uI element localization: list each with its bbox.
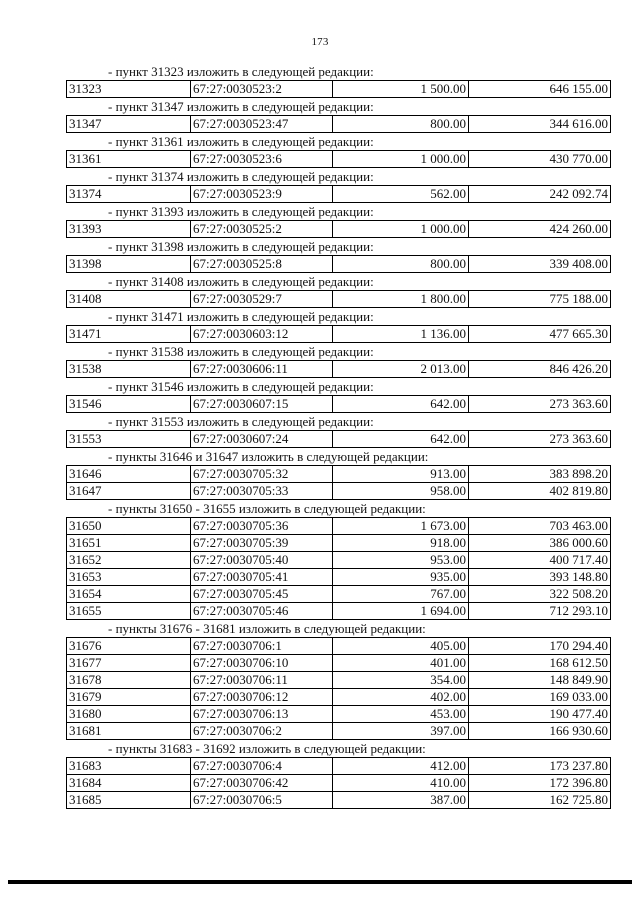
table-row xyxy=(67,569,611,586)
cost-value: 162 725.80 xyxy=(469,792,611,809)
cadastral-number: 67:27:0030525:2 xyxy=(191,221,333,238)
item-number: 31546 xyxy=(67,396,191,413)
cadastral-number: 67:27:0030606:11 xyxy=(191,361,333,378)
item-number: 31684 xyxy=(67,775,191,792)
cost-value: 430 770.00 xyxy=(469,151,611,168)
cost-value: 273 363.60 xyxy=(469,431,611,448)
cadastral-number: 67:27:0030705:45 xyxy=(191,586,333,603)
table-row xyxy=(67,586,611,603)
section-heading: - пункты 31683 - 31692 изложить в следующей редакции: xyxy=(108,741,426,756)
cost-value: 712 293.10 xyxy=(469,603,611,620)
section-heading: - пункт 31471 изложить в следующей редакции: xyxy=(108,309,374,324)
data-table xyxy=(66,395,611,413)
cadastral-number: 67:27:0030523:47 xyxy=(191,116,333,133)
cost-value: 170 294.40 xyxy=(469,638,611,655)
area-value: 1 000.00 xyxy=(333,151,469,168)
cadastral-number: 67:27:0030705:39 xyxy=(191,535,333,552)
cadastral-number: 67:27:0030705:41 xyxy=(191,569,333,586)
cost-value: 402 819.80 xyxy=(469,483,611,500)
cadastral-number: 67:27:0030607:15 xyxy=(191,396,333,413)
cost-value: 169 033.00 xyxy=(469,689,611,706)
cadastral-number: 67:27:0030706:2 xyxy=(191,723,333,740)
cost-value: 393 148.80 xyxy=(469,569,611,586)
area-value: 800.00 xyxy=(333,116,469,133)
cost-value: 166 930.60 xyxy=(469,723,611,740)
area-value: 1 800.00 xyxy=(333,291,469,308)
cost-value: 703 463.00 xyxy=(469,518,611,535)
table-row xyxy=(67,186,611,203)
item-number: 31393 xyxy=(67,221,191,238)
table-row xyxy=(67,672,611,689)
item-number: 31681 xyxy=(67,723,191,740)
section-heading: - пункт 31408 изложить в следующей редакции: xyxy=(108,274,374,289)
page-number: 173 xyxy=(311,36,329,48)
item-number: 31347 xyxy=(67,116,191,133)
cadastral-number: 67:27:0030603:12 xyxy=(191,326,333,343)
table-row xyxy=(67,326,611,343)
item-number: 31408 xyxy=(67,291,191,308)
data-table xyxy=(66,517,611,620)
table-row xyxy=(67,361,611,378)
item-number: 31654 xyxy=(67,586,191,603)
area-value: 1 000.00 xyxy=(333,221,469,238)
cost-value: 400 717.40 xyxy=(469,552,611,569)
cadastral-number: 67:27:0030705:32 xyxy=(191,466,333,483)
data-table xyxy=(66,757,611,809)
area-value: 1 500.00 xyxy=(333,81,469,98)
table-row xyxy=(67,552,611,569)
cadastral-number: 67:27:0030705:33 xyxy=(191,483,333,500)
table-row xyxy=(67,638,611,655)
area-value: 2 013.00 xyxy=(333,361,469,378)
section-heading: - пункт 31347 изложить в следующей редакции: xyxy=(108,99,374,114)
cadastral-number: 67:27:0030607:24 xyxy=(191,431,333,448)
cadastral-number: 67:27:0030705:46 xyxy=(191,603,333,620)
item-number: 31653 xyxy=(67,569,191,586)
section-heading: - пункт 31538 изложить в следующей редакции: xyxy=(108,344,374,359)
cadastral-number: 67:27:0030529:7 xyxy=(191,291,333,308)
table-row xyxy=(67,706,611,723)
item-number: 31374 xyxy=(67,186,191,203)
data-table xyxy=(66,637,611,740)
data-table xyxy=(66,150,611,168)
item-number: 31361 xyxy=(67,151,191,168)
area-value: 953.00 xyxy=(333,552,469,569)
cadastral-number: 67:27:0030523:6 xyxy=(191,151,333,168)
table-row xyxy=(67,116,611,133)
item-number: 31651 xyxy=(67,535,191,552)
table-row xyxy=(67,603,611,620)
table-row xyxy=(67,535,611,552)
cadastral-number: 67:27:0030706:1 xyxy=(191,638,333,655)
cost-value: 383 898.20 xyxy=(469,466,611,483)
table-row xyxy=(67,723,611,740)
area-value: 958.00 xyxy=(333,483,469,500)
item-number: 31650 xyxy=(67,518,191,535)
data-table xyxy=(66,115,611,133)
cost-value: 477 665.30 xyxy=(469,326,611,343)
item-number: 31398 xyxy=(67,256,191,273)
data-table xyxy=(66,430,611,448)
table-row xyxy=(67,518,611,535)
item-number: 31553 xyxy=(67,431,191,448)
area-value: 642.00 xyxy=(333,396,469,413)
data-table xyxy=(66,185,611,203)
data-table xyxy=(66,255,611,273)
cadastral-number: 67:27:0030706:11 xyxy=(191,672,333,689)
area-value: 913.00 xyxy=(333,466,469,483)
cost-value: 242 092.74 xyxy=(469,186,611,203)
section-heading: - пункт 31546 изложить в следующей редакции: xyxy=(108,379,374,394)
cadastral-number: 67:27:0030706:4 xyxy=(191,758,333,775)
area-value: 800.00 xyxy=(333,256,469,273)
section-heading: - пункт 31393 изложить в следующей редакции: xyxy=(108,204,374,219)
item-number: 31538 xyxy=(67,361,191,378)
cost-value: 344 616.00 xyxy=(469,116,611,133)
item-number: 31647 xyxy=(67,483,191,500)
area-value: 354.00 xyxy=(333,672,469,689)
section-heading: - пункты 31646 и 31647 изложить в следующей редакции: xyxy=(108,449,429,464)
area-value: 642.00 xyxy=(333,431,469,448)
item-number: 31676 xyxy=(67,638,191,655)
cost-value: 339 408.00 xyxy=(469,256,611,273)
item-number: 31679 xyxy=(67,689,191,706)
area-value: 1 136.00 xyxy=(333,326,469,343)
section-heading: - пункты 31650 - 31655 изложить в следующей редакции: xyxy=(108,501,426,516)
section-heading: - пункт 31361 изложить в следующей редакции: xyxy=(108,134,374,149)
table-row xyxy=(67,396,611,413)
cost-value: 775 188.00 xyxy=(469,291,611,308)
table-row xyxy=(67,81,611,98)
item-number: 31683 xyxy=(67,758,191,775)
bottom-rule xyxy=(8,880,632,884)
cost-value: 172 396.80 xyxy=(469,775,611,792)
area-value: 412.00 xyxy=(333,758,469,775)
table-row xyxy=(67,466,611,483)
table-row xyxy=(67,256,611,273)
cost-value: 424 260.00 xyxy=(469,221,611,238)
cadastral-number: 67:27:0030525:8 xyxy=(191,256,333,273)
table-row xyxy=(67,655,611,672)
cost-value: 173 237.80 xyxy=(469,758,611,775)
area-value: 405.00 xyxy=(333,638,469,655)
item-number: 31677 xyxy=(67,655,191,672)
table-row xyxy=(67,483,611,500)
data-table xyxy=(66,360,611,378)
section-heading: - пункт 31398 изложить в следующей редакции: xyxy=(108,239,374,254)
cadastral-number: 67:27:0030706:12 xyxy=(191,689,333,706)
item-number: 31655 xyxy=(67,603,191,620)
item-number: 31323 xyxy=(67,81,191,98)
area-value: 935.00 xyxy=(333,569,469,586)
area-value: 767.00 xyxy=(333,586,469,603)
cost-value: 148 849.90 xyxy=(469,672,611,689)
cadastral-number: 67:27:0030706:42 xyxy=(191,775,333,792)
area-value: 1 673.00 xyxy=(333,518,469,535)
area-value: 453.00 xyxy=(333,706,469,723)
cadastral-number: 67:27:0030706:10 xyxy=(191,655,333,672)
cost-value: 322 508.20 xyxy=(469,586,611,603)
area-value: 410.00 xyxy=(333,775,469,792)
area-value: 397.00 xyxy=(333,723,469,740)
data-table xyxy=(66,325,611,343)
table-row xyxy=(67,151,611,168)
item-number: 31678 xyxy=(67,672,191,689)
item-number: 31652 xyxy=(67,552,191,569)
section-heading: - пункты 31676 - 31681 изложить в следующей редакции: xyxy=(108,621,426,636)
area-value: 401.00 xyxy=(333,655,469,672)
area-value: 918.00 xyxy=(333,535,469,552)
section-heading: - пункт 31323 изложить в следующей редакции: xyxy=(108,64,374,79)
cadastral-number: 67:27:0030523:2 xyxy=(191,81,333,98)
table-row xyxy=(67,689,611,706)
data-table xyxy=(66,220,611,238)
section-heading: - пункт 31553 изложить в следующей редакции: xyxy=(108,414,374,429)
cost-value: 386 000.60 xyxy=(469,535,611,552)
cadastral-number: 67:27:0030706:13 xyxy=(191,706,333,723)
item-number: 31685 xyxy=(67,792,191,809)
table-row xyxy=(67,792,611,809)
area-value: 387.00 xyxy=(333,792,469,809)
cadastral-number: 67:27:0030706:5 xyxy=(191,792,333,809)
area-value: 402.00 xyxy=(333,689,469,706)
table-row xyxy=(67,775,611,792)
section-heading: - пункт 31374 изложить в следующей редакции: xyxy=(108,169,374,184)
table-row xyxy=(67,758,611,775)
table-row xyxy=(67,221,611,238)
item-number: 31680 xyxy=(67,706,191,723)
data-table xyxy=(66,465,611,500)
data-table xyxy=(66,290,611,308)
cost-value: 273 363.60 xyxy=(469,396,611,413)
cost-value: 646 155.00 xyxy=(469,81,611,98)
cost-value: 168 612.50 xyxy=(469,655,611,672)
cadastral-number: 67:27:0030705:40 xyxy=(191,552,333,569)
item-number: 31646 xyxy=(67,466,191,483)
cost-value: 190 477.40 xyxy=(469,706,611,723)
data-table xyxy=(66,80,611,98)
table-row xyxy=(67,291,611,308)
area-value: 562.00 xyxy=(333,186,469,203)
table-row xyxy=(67,431,611,448)
cost-value: 846 426.20 xyxy=(469,361,611,378)
cadastral-number: 67:27:0030523:9 xyxy=(191,186,333,203)
cadastral-number: 67:27:0030705:36 xyxy=(191,518,333,535)
area-value: 1 694.00 xyxy=(333,603,469,620)
item-number: 31471 xyxy=(67,326,191,343)
